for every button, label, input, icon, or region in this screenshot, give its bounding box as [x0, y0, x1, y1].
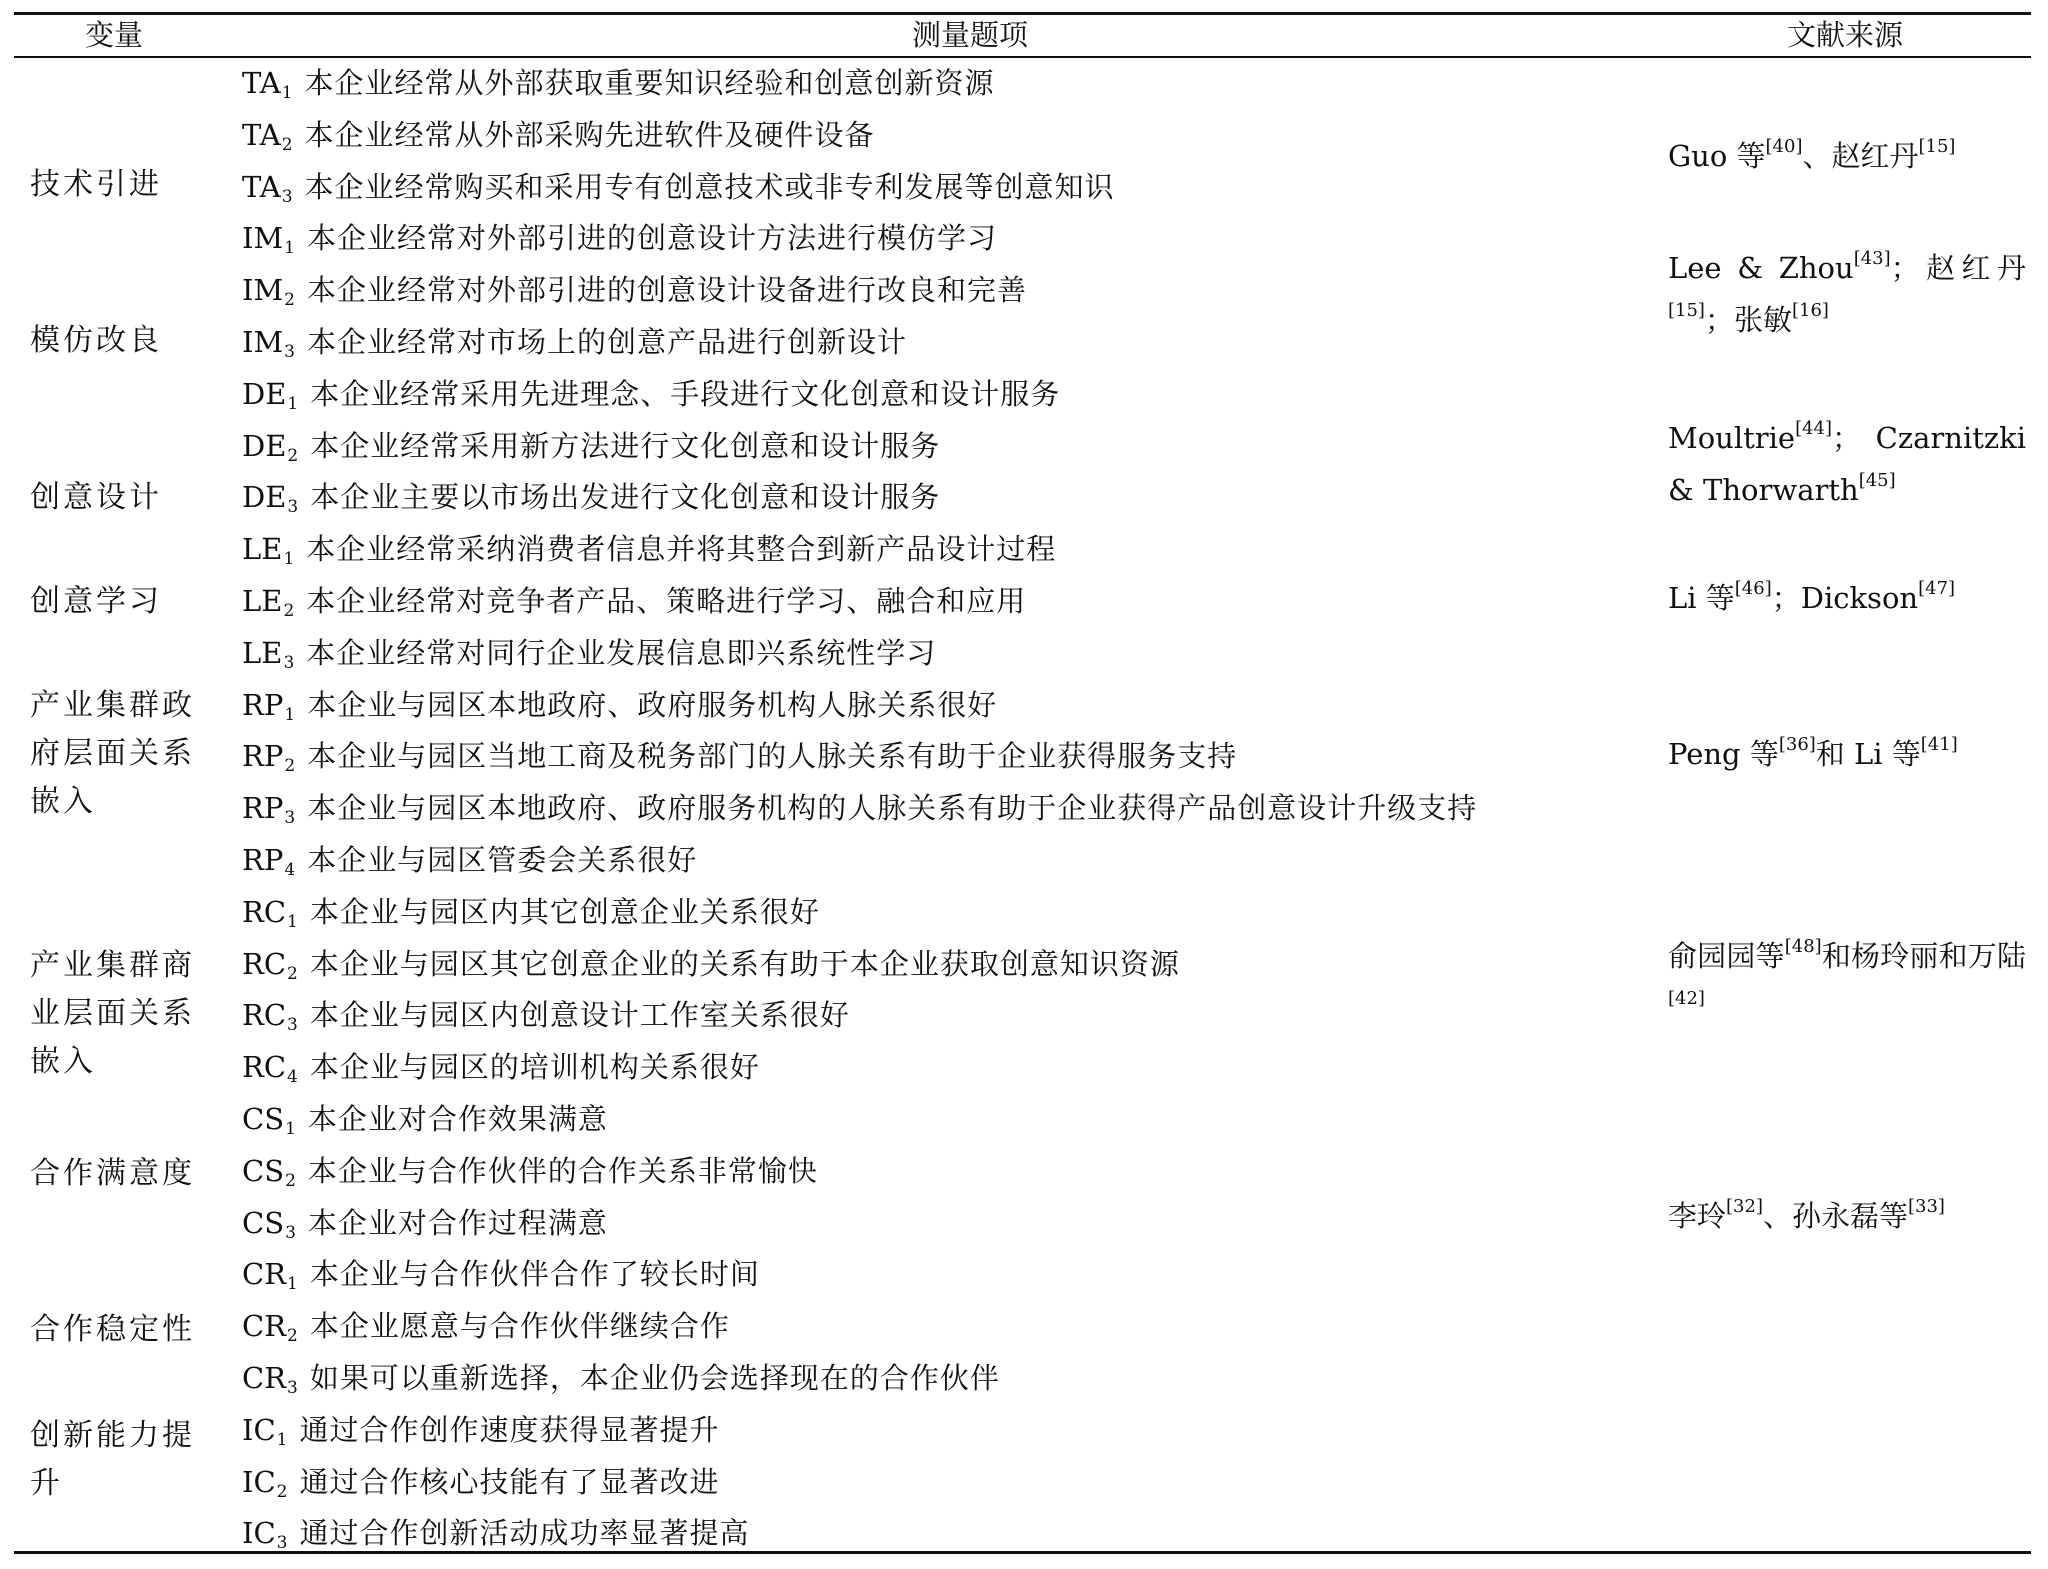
item-text: 本企业经常采用新方法进行文化创意和设计服务 — [310, 429, 941, 463]
citation-number: [36] — [1778, 734, 1816, 755]
item-code: $RC_4$ — [242, 1050, 298, 1087]
measurement-item — [242, 730, 1237, 782]
item-text: 本企业与园区本地政府、政府服务机构的人脉关系有助于企业获得产品创意设计升级支持 — [307, 791, 1478, 825]
source-text: Li 等 — [1668, 581, 1735, 615]
variable-label: 模仿改良 — [30, 323, 162, 358]
measurement-item — [242, 1404, 720, 1456]
header-source: 文献来源 — [1786, 18, 1903, 52]
item-code: $RP_1$ — [242, 688, 296, 725]
citation-number: [40] — [1765, 136, 1803, 157]
measurement-item — [242, 627, 936, 679]
item-text: 本企业经常从外部获取重要知识经验和创意创新资源 — [304, 66, 995, 100]
source-text: ；张敏 — [1704, 303, 1792, 337]
measurement-item — [242, 420, 940, 472]
citation-number: [42] — [1668, 988, 1705, 1009]
item-code: $RP_4$ — [242, 843, 296, 880]
measurement-item — [242, 316, 907, 368]
variable-label: 创意学习 — [30, 584, 162, 619]
item-text: 本企业经常对市场上的创意产品进行创新设计 — [306, 325, 907, 359]
source-text: 和杨玲丽和万陆 — [1821, 939, 2026, 973]
measurement-item — [242, 886, 820, 938]
header-measurement-item: 测量题项 — [911, 18, 1028, 52]
source-reference — [1668, 412, 2026, 516]
citation-number: [32] — [1726, 1196, 1763, 1217]
measurement-item — [242, 212, 997, 264]
item-code: $CS_3$ — [242, 1206, 296, 1243]
measurement-item — [242, 368, 1060, 420]
item-code: $CR_3$ — [242, 1361, 298, 1398]
variable-label: 合作稳定性 — [30, 1312, 195, 1347]
measurement-item — [242, 575, 1026, 627]
measurement-item — [242, 834, 697, 886]
item-code: $LE_3$ — [242, 636, 295, 673]
measurement-item — [242, 109, 875, 161]
source-text: 李玲 — [1668, 1199, 1727, 1233]
item-text: 本企业与园区管委会关系很好 — [307, 843, 698, 877]
measurement-item — [242, 1145, 818, 1197]
item-text: 本企业愿意与合作伙伴继续合作 — [309, 1309, 730, 1343]
citation-number: [48] — [1784, 936, 1822, 957]
item-text: 通过合作创作速度获得显著提升 — [299, 1413, 720, 1447]
item-code: $RC_2$ — [242, 947, 298, 984]
source-reference — [1668, 728, 2026, 780]
item-code: $IM_2$ — [242, 273, 295, 310]
measurement-item — [242, 523, 1056, 575]
citation-number: [47] — [1918, 578, 1956, 599]
measurement-item — [242, 161, 1115, 213]
variable-label: 技术引进 — [30, 167, 162, 202]
measurement-item — [242, 782, 1477, 834]
item-code: $LE_1$ — [242, 532, 295, 569]
measurement-item — [242, 1197, 608, 1249]
source-reference — [1668, 930, 2026, 1034]
measurement-item — [242, 1352, 1000, 1404]
item-text: 通过合作核心技能有了显著改进 — [299, 1465, 720, 1499]
source-text: Lee & Zhou — [1668, 251, 1854, 285]
source-reference — [1668, 242, 2026, 346]
measurement-item — [242, 1507, 750, 1559]
item-text: 本企业与园区本地政府、政府服务机构人脉关系很好 — [307, 688, 998, 722]
item-text: 本企业经常从外部采购先进软件及硬件设备 — [304, 118, 875, 152]
measurement-item — [242, 1093, 608, 1145]
item-code: $IC_3$ — [242, 1516, 288, 1553]
item-text: 本企业与园区当地工商及税务部门的人脉关系有助于企业获得服务支持 — [307, 739, 1238, 773]
item-code: $IC_2$ — [242, 1465, 288, 1502]
measurement-item — [242, 1041, 760, 1093]
measurement-item — [242, 1300, 730, 1352]
source-text: 和 Li 等 — [1815, 737, 1921, 771]
item-code: $RP_3$ — [242, 791, 296, 828]
item-code: $TA_3$ — [242, 170, 293, 207]
source-text: Moultrie — [1668, 421, 1796, 455]
item-text: 本企业与合作伙伴的合作关系非常愉快 — [307, 1154, 818, 1188]
item-code: $DE_2$ — [242, 429, 299, 466]
source-text: Guo 等 — [1668, 139, 1766, 173]
item-code: $CR_2$ — [242, 1309, 298, 1346]
citation-number: [46] — [1734, 578, 1772, 599]
variable-label: 创意设计 — [30, 480, 162, 515]
item-code: $LE_2$ — [242, 584, 295, 621]
variable-label: 产业集群商业层面关系嵌入 — [30, 948, 195, 1079]
source-text: ； Czarnitzki & Thorwarth — [1668, 421, 2026, 507]
source-reference — [1668, 572, 2026, 624]
source-reference — [1668, 130, 2026, 182]
source-text: 俞园园等 — [1668, 939, 1785, 973]
item-text: 本企业与园区内创意设计工作室关系很好 — [309, 998, 850, 1032]
measurement-item — [242, 989, 850, 1041]
item-code: $CS_1$ — [242, 1102, 296, 1139]
item-text: 本企业经常对竞争者产品、策略进行学习、融合和应用 — [306, 584, 1027, 618]
measurement-item — [242, 938, 1180, 990]
item-text: 本企业经常采用先进理念、手段进行文化创意和设计服务 — [310, 377, 1061, 411]
source-reference — [1668, 1190, 2026, 1242]
item-text: 本企业对合作过程满意 — [307, 1206, 608, 1240]
item-code: $TA_1$ — [242, 66, 293, 103]
citation-number: [33] — [1907, 1196, 1945, 1217]
source-text: 、赵红丹 — [1802, 139, 1919, 173]
citation-number: [44] — [1795, 418, 1833, 439]
item-text: 本企业经常购买和采用专有创意技术或非专利发展等创意知识 — [304, 170, 1115, 204]
item-code: $CS_2$ — [242, 1154, 296, 1191]
measurement-item — [242, 1456, 720, 1508]
item-code: $DE_1$ — [242, 377, 299, 414]
item-text: 本企业经常对同行企业发展信息即兴系统性学习 — [306, 636, 937, 670]
item-text: 本企业经常对外部引进的创意设计设备进行改良和完善 — [306, 273, 1027, 307]
item-text: 本企业与园区内其它创意企业关系很好 — [309, 895, 820, 929]
citation-number: [43] — [1853, 248, 1891, 269]
source-text: 、孙永磊等 — [1762, 1199, 1908, 1233]
item-code: $RC_3$ — [242, 998, 298, 1035]
item-code: $TA_2$ — [242, 118, 293, 155]
citation-number: [16] — [1791, 300, 1829, 321]
citation-number: [15] — [1918, 136, 1956, 157]
citation-number: [15] — [1668, 300, 1705, 321]
variable-label: 合作满意度 — [30, 1156, 195, 1191]
variable-label: 产业集群政府层面关系嵌入 — [30, 688, 195, 819]
item-text: 本企业主要以市场出发进行文化创意和设计服务 — [310, 480, 941, 514]
source-text: Peng 等 — [1668, 737, 1779, 771]
item-text: 本企业经常对外部引进的创意设计方法进行模仿学习 — [306, 221, 997, 255]
item-code: $DE_3$ — [242, 480, 299, 517]
item-code: $CR_1$ — [242, 1257, 298, 1294]
item-text: 本企业经常采纳消费者信息并将其整合到新产品设计过程 — [306, 532, 1057, 566]
item-code: $RP_2$ — [242, 739, 296, 776]
source-text: ；Dickson — [1771, 581, 1919, 615]
item-code: $IC_1$ — [242, 1413, 288, 1450]
citation-number: [45] — [1858, 470, 1896, 491]
source-text: ；赵红丹 — [1890, 251, 2026, 285]
item-text: 通过合作创新活动成功率显著提高 — [299, 1516, 750, 1550]
item-text: 本企业与园区其它创意企业的关系有助于本企业获取创意知识资源 — [309, 947, 1180, 981]
item-text: 如果可以重新选择，本企业仍会选择现在的合作伙伴 — [309, 1361, 1000, 1395]
item-code: $IM_3$ — [242, 325, 295, 362]
item-text: 本企业与园区的培训机构关系很好 — [309, 1050, 760, 1084]
item-code: $IM_1$ — [242, 221, 295, 258]
item-text: 本企业与合作伙伴合作了较长时间 — [309, 1257, 760, 1291]
measurement-item — [242, 264, 1027, 316]
measurement-item — [242, 1248, 760, 1300]
citation-number: [41] — [1920, 734, 1958, 755]
variable-label: 创新能力提升 — [30, 1418, 195, 1501]
measurement-item — [242, 471, 940, 523]
measurement-item — [242, 679, 997, 731]
header-variable: 变量 — [84, 18, 143, 52]
item-text: 本企业对合作效果满意 — [307, 1102, 608, 1136]
item-code: $RC_1$ — [242, 895, 298, 932]
measurement-item — [242, 57, 995, 109]
